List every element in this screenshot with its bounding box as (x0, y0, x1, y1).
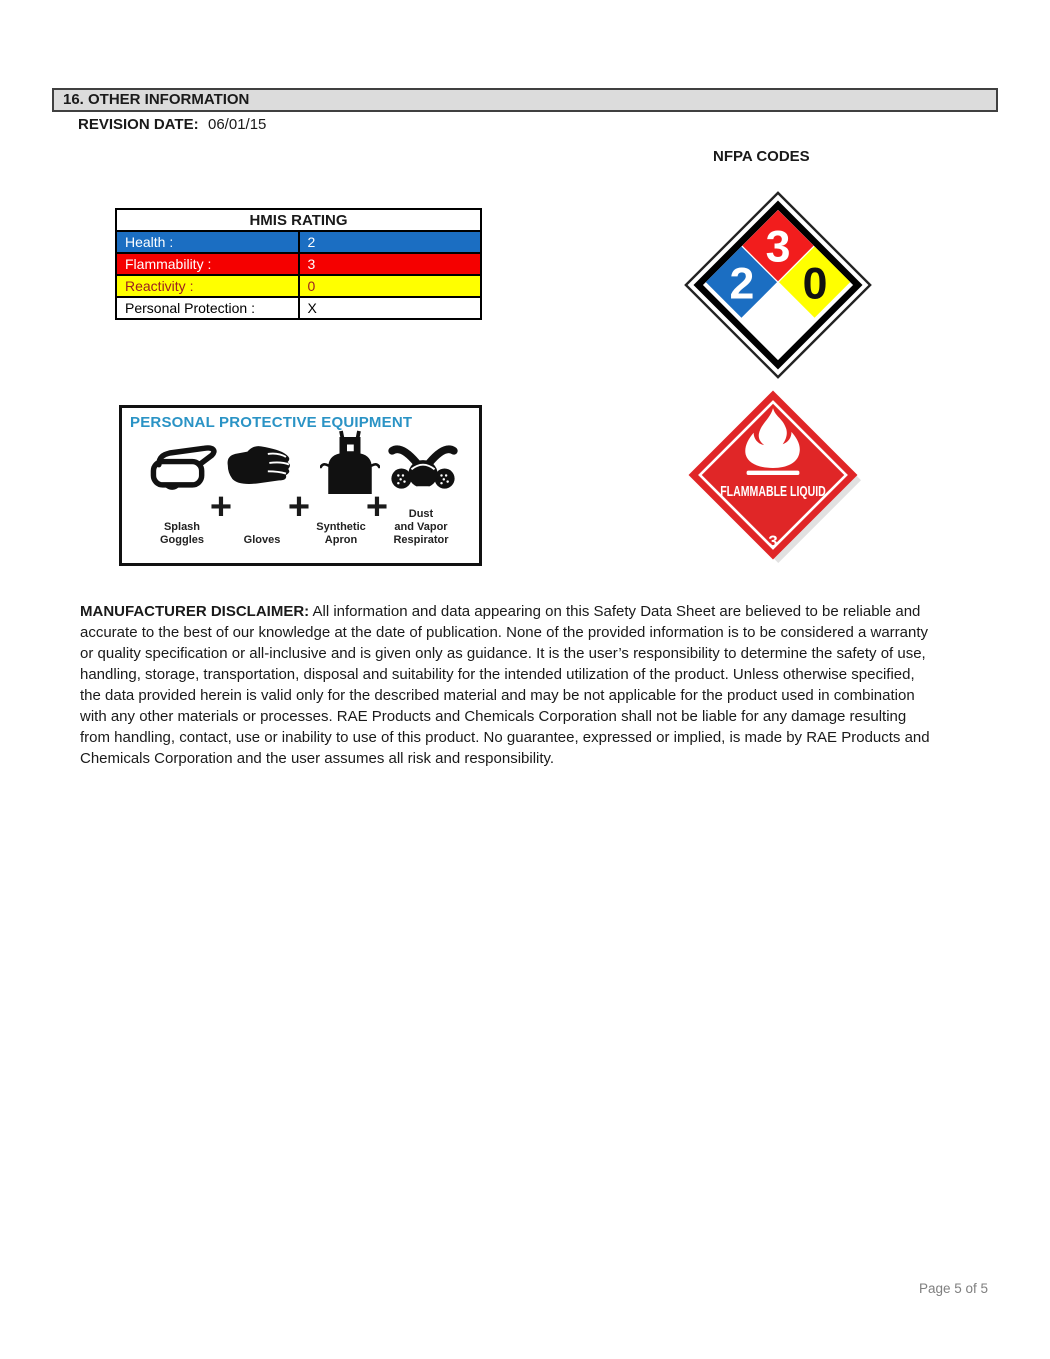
ppe-panel (119, 405, 482, 566)
hmis-reactivity-value: 0 (299, 275, 482, 297)
hmis-health-row (116, 231, 481, 253)
plus-sign: + (209, 486, 233, 528)
hmis-flammability-label: Flammability : (116, 253, 299, 275)
nfpa-health-number: 2 (729, 259, 755, 309)
dust-vapor-respirator-icon (386, 438, 460, 496)
ppe-panel-title: PERSONAL PROTECTIVE EQUIPMENT (130, 414, 413, 431)
disclaimer-label: MANUFACTURER DISCLAIMER: (80, 603, 310, 620)
hmis-header-row (116, 209, 481, 231)
disclaimer-text: All information and data appearing on this Safety Data Sheet are believed to be reliable and accurate to the best of our knowledge at the date of publication. None of the provided information is to be considered a warranty or quality specification or all-inclusive and is given only as guidance. It is the user’s responsibility to determine the safety of use, handling, storage, transportation, disposal and suitability for the intended utilization of the product. Unless otherwise specified, the data provided herein is valid only for the described material and may be not applicable for the product used in combination with any other materials or processes. RAE Products and Chemicals Corporation shall not be liable for any damage resulting from handling, contact, use or inability to use of this product. No guarantee, expressed or implied, is made by RAE Products and Chemicals Corporation and the user assumes all risk and responsibility. (80, 603, 930, 767)
placard-label: FLAMMABLE LIQUID (720, 483, 826, 501)
hmis-reactivity-row (116, 275, 481, 297)
hmis-rating-table (115, 208, 482, 320)
plus-sign: + (287, 486, 311, 528)
nfpa-flammability-number: 3 (765, 222, 791, 272)
hmis-health-label: Health : (116, 231, 299, 253)
revision-date-label: REVISION DATE: (78, 116, 199, 133)
flammable-liquid-placard-icon (683, 387, 863, 563)
hmis-personal-protection-row (116, 297, 481, 319)
placard-class-number: 3 (768, 532, 778, 552)
hmis-flammability-value: 3 (299, 253, 482, 275)
ppe-label-dust-vapor-respirator: Dust and Vapor Respirator (393, 508, 449, 546)
hmis-personal-protection-label: Personal Protection : (116, 297, 299, 319)
manufacturer-disclaimer (80, 601, 938, 769)
splash-goggles-icon (148, 444, 218, 490)
ppe-label-splash-goggles: Splash Goggles (159, 521, 204, 546)
page-number: Page 5 of 5 (919, 1281, 989, 1296)
nfpa-instability-number: 0 (802, 259, 828, 309)
section-header-title: 16. OTHER INFORMATION (63, 91, 250, 108)
ppe-label-synthetic-apron: Synthetic Apron (316, 521, 366, 546)
nfpa-codes-title: NFPA CODES (713, 148, 810, 165)
hmis-table-title: HMIS RATING (116, 209, 481, 231)
plus-sign: + (365, 486, 389, 528)
hmis-personal-protection-value: X (299, 297, 482, 319)
nfpa-diamond-icon (680, 190, 876, 380)
hmis-health-value: 2 (299, 231, 482, 253)
gloves-icon (224, 442, 292, 490)
section-header (52, 88, 998, 112)
revision-date-value: 06/01/15 (208, 116, 267, 133)
hmis-reactivity-label: Reactivity : (116, 275, 299, 297)
hmis-flammability-row (116, 253, 481, 275)
ppe-label-gloves: Gloves (243, 534, 281, 546)
